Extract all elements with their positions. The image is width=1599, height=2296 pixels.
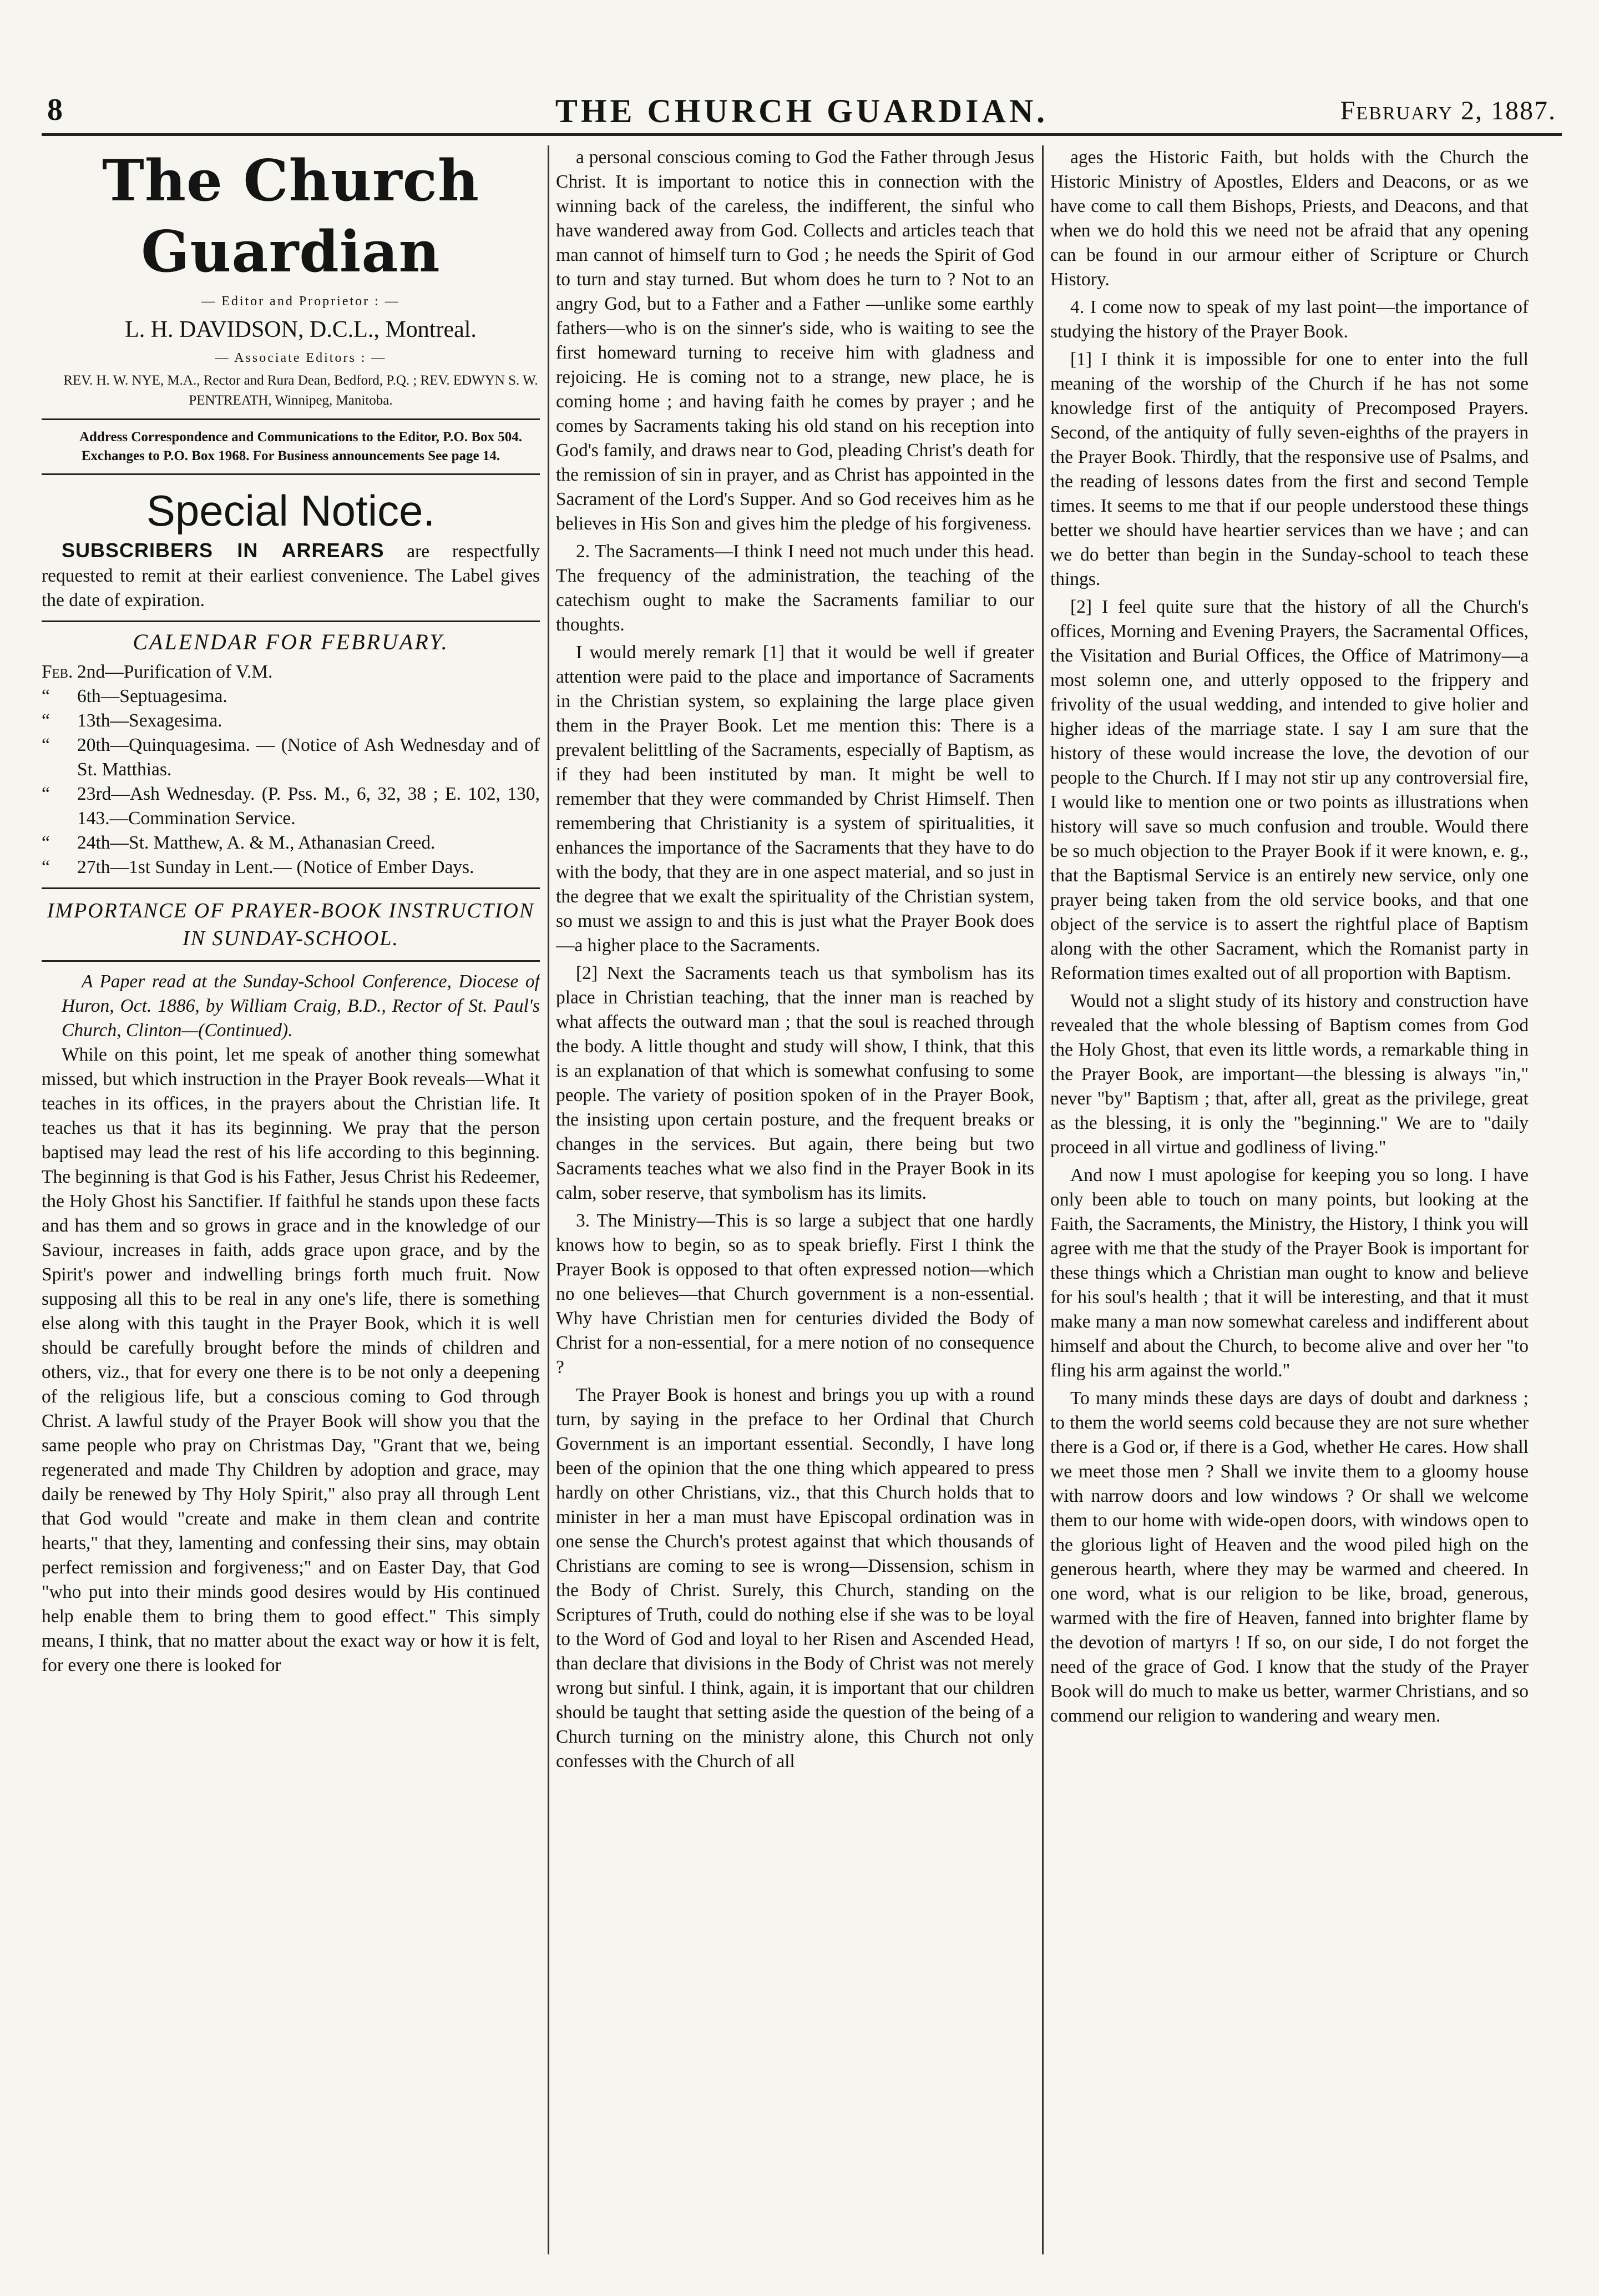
calendar-entry: 24th—St. Matthew, A. & M., Athanasian Creed. xyxy=(77,832,436,853)
divider xyxy=(42,418,540,420)
article-paragraph: [2] Next the Sacraments teach us that symbolism has its place in Christian teaching, that the inner man is reached by what affects the outward man ; that the soul is reached through the body. A little thought and study will show, I think, that this is an explanation of that which is somewhat confusing to some people. The variety of position spoken of in the Prayer Book, the insisting upon certain posture, and the frequent breaks or changes in the services. But again, there being but two Sacraments teaches what we also find in the Prayer Book in its calm, sober reserve, that symbolism has its limits. xyxy=(556,963,1034,1203)
calendar-item xyxy=(42,709,540,733)
calendar-item xyxy=(42,831,540,855)
column-rule xyxy=(548,145,549,2254)
calendar-entry: 20th—Quinquagesima. — (Notice of Ash Wednesday and of St. Matthias. xyxy=(77,735,540,780)
calendar-month: “ xyxy=(42,710,50,731)
column-3 xyxy=(1050,145,1529,2265)
calendar-entry: 27th—1st Sunday in Lent.— (Notice of Ember Days. xyxy=(77,857,474,877)
divider xyxy=(42,473,540,475)
special-notice-heading: Special Notice. xyxy=(146,486,436,535)
calendar-item xyxy=(42,660,540,684)
calendar-entry: 2nd—Purification of V.M. xyxy=(77,662,273,682)
article-paragraph: ages the Historic Faith, but holds with the Church the Historic Ministry of Apostles, Elders and Deacons, or as we have come to call them Bishops, Priests, and Deacons, and that when we do hold this we need not be afraid that any opening can be found in our armour either of Scripture or Church History. xyxy=(1050,147,1529,290)
calendar-entry: 13th—Sexagesima. xyxy=(77,710,222,731)
article-column-1 xyxy=(42,1043,540,1678)
calendar-list xyxy=(42,660,540,880)
arrears-lead: SUBSCRIBERS IN ARREARS xyxy=(62,539,384,562)
article-subtitle: A Paper read at the Sunday-School Conference, Diocese of Huron, Oct. 1886, by William Craig, B.D., Rector of St. Paul's Church, Clinton—(Continued). xyxy=(62,971,540,1041)
column-1 xyxy=(42,145,540,2265)
masthead-title: The Church Guardian xyxy=(102,148,479,285)
column-2 xyxy=(556,145,1034,2265)
article-paragraph: I would merely remark [1] that it would be well if greater attention were paid to the place and importance of Sacraments in the Christian system, so explaining the large place given them in the Prayer Book. Let me mention this: There is a prevalent belittling of the Sacraments, especially of Baptism, as if they had been instituted by man. It might be well to remember that they were commanded by Christ Himself. Then remembering that Christianity is a system of spiritualities, it enhances the importance of the Sacraments that they have to do with the body, that they are in one aspect material, and so just in the degree that we exalt the spirituality of the Christian system, so must we assign to and this is just what the Prayer Book does—a higher place to the Sacraments. xyxy=(556,642,1034,956)
article-paragraph: a personal conscious coming to God the Father through Jesus Christ. It is important to notice this in connection with the winning back of the careless, the indifferent, the sinful who have wandered away from God. Collects and articles teach that man cannot of himself turn to God ; he needs the Spirit of God to turn and stay turned. But whom does he turn to ? Not to an angry God, but to a Father and a Father —unlike some earthly fathers—who is on the sinner's side, who is waiting to see the first homeward turning to receive him with gladness and rejoicing. He is coming not to a strange, new place, he is coming home ; and having faith he comes by prayer ; and he comes by Sacraments taking his old stand on his reception into God's family, and draws near to God, pleading Christ's death for the remission of sin in prayer, and as Christ has appointed in the Sacrament of the Lord's Supper. And so God receives him as he believes in His Son and gives him the pledge of his forgiveness. xyxy=(556,147,1034,534)
article-paragraph: And now I must apologise for keeping you so long. I have only been able to touch on many points, but looking at the Faith, the Sacraments, the Ministry, the History, I think you will agree with me that the study of the Prayer Book is important for these things which a Christian man ought to know and believe for his soul's health ; that it will be interesting, and that it must make many a man now somewhat careless and indifferent about himself and about the Church, to become alive and over her "to fling his arm against the world." xyxy=(1050,1165,1529,1381)
article-title: IMPORTANCE OF PRAYER-BOOK INSTRUCTION IN SUNDAY-SCHOOL. xyxy=(47,899,535,950)
calendar-month: “ xyxy=(42,784,50,804)
column-rule xyxy=(1042,145,1044,2254)
calendar-month: “ xyxy=(42,686,50,707)
article-paragraph: The Prayer Book is honest and brings you up with a round turn, by saying in the preface to her Ordinal that Church Government is an important essential. Secondly, I have long been of the opinion that the one thing which appeared to press hardly on other Christians, viz., that this Church holds that to minister in her a man must have Episcopal ordination was in one sense the Church's protest against that which thousands of Christians are coming to see is wrong—Dissension, schism in the Body of Christ. Surely, this Church, standing on the Scriptures of Truth, could do nothing else if she was to be loyal to the Word of God and loyal to her Risen and Ascended Head, than declare that divisions in the Body of Christ was not merely wrong but sinful. I think, again, it is important that our children should be taught that setting aside the question of the being of a Church turning on the ministry alone, this Church not only confesses with the Church of all xyxy=(556,1385,1034,1772)
page-number: 8 xyxy=(47,93,63,127)
article-paragraph: 4. I come now to speak of my last point—the importance of studying the history of the Prayer Book. xyxy=(1050,297,1529,342)
calendar-entry: 23rd—Ash Wednesday. (P. Pss. M., 6, 32, 38 ; E. 102, 130, 143.—Commination Service. xyxy=(77,784,540,829)
article-paragraph: 3. The Ministry—This is so large a subject that one hardly knows how to begin, so as to speak briefly. First I think the Prayer Book is opposed to that often expressed notion—which no one believes—that Church government is a non-essential. Why have Christian men for centuries divided the Body of Christ for a non-essential, for a mere notion of no consequence ? xyxy=(556,1210,1034,1377)
newspaper-title: THE CHURCH GUARDIAN. xyxy=(555,93,1049,129)
associate-label: — Associate Editors : — xyxy=(215,351,387,365)
article-paragraph: While on this point, let me speak of another thing somewhat missed, but which instruction in the Prayer Book reveals—What it teaches in its offices, in the prayers about the Christian life. It teaches us that it has its beginning. We pray that the person baptised may lead the rest of his life according to this beginning. The beginning is that God is his Father, Jesus Christ his Redeemer, the Holy Ghost his Sanctifier. If faithful he stands upon these facts and has them and so grows in grace and in the knowledge of our Saviour, increases in faith, adds grace upon grace, and by the Spirit's power and indwelling brings forth much fruit. Now supposing all this to be real in any one's life, there is something else along with this taught in the Prayer Book, which it is well should be carefully brought before the minds of children and others, viz., that for every one there is to be not only a deepening of the religious life, but a conscious coming to God through Christ. A lawful study of the Prayer Book will show you that the same people who pray on Christmas Day, "Grant that we, being regenerated and made Thy Children by adoption and grace, may daily be renewed by Thy Holy Spirit," also pray all through Lent that God would "create and make in them clean and contrite hearts," that they, lamenting and confessing their sins, may obtain perfect remission and forgiveness;" and on Easter Day, that God "who put into their minds good desires would by His continued help enable them to bring them to good effect." This simply means, I think, that no matter about the exact way or how it is felt, for every one there is looked for xyxy=(42,1044,540,1676)
calendar-month: “ xyxy=(42,857,50,877)
calendar-month: Feb. xyxy=(42,662,73,682)
article-column-2 xyxy=(556,145,1034,1774)
special-notice-text xyxy=(42,538,540,613)
divider xyxy=(42,887,540,889)
article-paragraph: [2] I feel quite sure that the history of all the Church's offices, Morning and Evening Prayers, the Sacramental Offices, the Visitation and Burial Offices, the Office of Matrimony—a most solemn one, and utterly opposed to the frippery and frivolity of the usual wedding, and intended to give holier and higher ideas of the marriage state. I say I am sure that the history of these would increase the love, the devotion of our people to the Church. If I may not stir up any controversial fire, I would like to mention one or two points as illustrations when history will save so much confusion and trouble. Would there be so much objection to the Prayer Book if it were known, e. g., that the Baptismal Service is an entirely new service, only one prayer being taken from the old service books, and that one object of the service is to assert the rightful place of Baptism along with the other Sacrament, which the Romanist party in Reformation times exalted out of all proportion with Baptism. xyxy=(1050,597,1529,983)
issue-date: February 2, 1887. xyxy=(1340,96,1556,125)
editor-label: — Editor and Proprietor : — xyxy=(201,294,400,309)
calendar-month: “ xyxy=(42,735,50,755)
notice-body: are respectfully requested to remit at their earliest convenience. The Label gives the date of expiration. xyxy=(42,541,540,610)
editor-name: L. H. DAVIDSON, D.C.L., Montreal. xyxy=(125,317,477,342)
article-paragraph: [1] I think it is impossible for one to enter into the full meaning of the worship of the Church if he has not some knowledge first of the antiquity of Precomposed Prayers. Second, of the antiquity of fully seven-eighths of the prayers in the Prayer Book. Thirdly, that the responsive use of Psalms, and the reading of lessons dates from the first and second Temple times. It seems to me that if our people understood these things better we should have heartier services than we have ; and can we do better than begin in the Sunday-school to teach these things. xyxy=(1050,349,1529,589)
article-paragraph: To many minds these days are days of doubt and darkness ; to them the world seems cold because they are not sure whether there is a God or, if there is a God, whether He cares. How shall we meet those men ? Shall we invite them to a gloomy house with narrow doors and low windows ? Or shall we welcome them to our home with wide-open doors, with windows open to the glorious light of Heaven and the wood piled high on the generous hearth, where they may be warmed and cheered. In one word, what is our religion to be like, broad, generous, warmed with the fire of Heaven, fanned into brighter flame by the devotion of martyrs ! If so, on our side, I do not forget the need of the grace of God. I know that the study of the Prayer Book will do much to make us better, warmer Christians, and so commend our religion to wandering and weary men. xyxy=(1050,1388,1529,1726)
page-header xyxy=(42,89,1562,136)
divider xyxy=(42,620,540,622)
calendar-month: “ xyxy=(42,832,50,853)
article-column-3 xyxy=(1050,145,1529,1728)
calendar-heading: CALENDAR FOR FEBRUARY. xyxy=(133,629,449,654)
divider xyxy=(42,960,540,962)
calendar-entry: 6th—Septuagesima. xyxy=(77,686,227,707)
address-notice: Address Correspondence and Communications to the Editor, P.O. Box 504. Exchanges to P.O. Box 1968. For Business announcements See page 14. xyxy=(79,430,522,463)
associate-editors: REV. H. W. NYE, M.A., Rector and Rura Dean, Bedford, P.Q. ; REV. EDWYN S. W. PENTREATH, Winnipeg, Manitoba. xyxy=(63,373,538,408)
calendar-item xyxy=(42,855,540,880)
article-paragraph: 2. The Sacraments—I think I need not much under this head. The frequency of the administration, the teaching of the catechism ought to make the Sacraments familiar to our thoughts. xyxy=(556,541,1034,635)
article-paragraph: Would not a slight study of its history and construction have revealed that the whole blessing of Baptism comes from God the Holy Ghost, that even its little words, a remarkable thing in the Prayer Book, are important—the blessing is always "in," never "by" Baptism ; that, after all, great as the privilege, great as the blessing, it is only the "beginning." We are to "daily proceed in all virtue and godliness of living." xyxy=(1050,991,1529,1158)
calendar-item xyxy=(42,684,540,709)
calendar-item xyxy=(42,782,540,831)
calendar-item xyxy=(42,733,540,782)
